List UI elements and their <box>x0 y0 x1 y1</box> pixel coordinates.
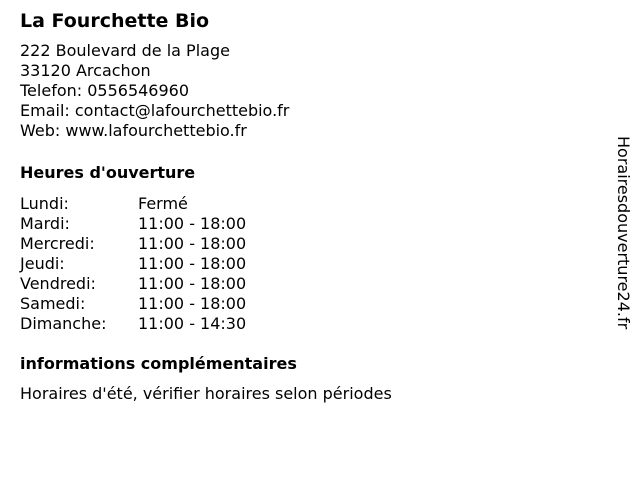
time-value: 11:00 - 18:00 <box>138 274 247 293</box>
additional-info-text: Horaires d'été, vérifier horaires selon périodes <box>20 384 392 403</box>
email-address: Email: contact@lafourchettebio.fr <box>20 101 290 120</box>
time-value: 11:00 - 18:00 <box>138 294 247 313</box>
hours-row-vendredi <box>20 274 600 294</box>
hours-row-jeudi <box>20 254 600 274</box>
opening-hours-table <box>20 194 600 334</box>
city-postcode: 33120 Arcachon <box>20 61 151 80</box>
hours-row-dimanche <box>20 314 600 334</box>
hours-row-mardi <box>20 214 600 234</box>
time-value: 11:00 - 14:30 <box>138 314 247 333</box>
business-name: La Fourchette Bio <box>20 10 210 32</box>
opening-hours-title: Heures d'ouverture <box>20 163 196 182</box>
hours-row-samedi <box>20 294 600 314</box>
contact-block <box>20 41 600 141</box>
business-card <box>20 9 600 404</box>
day-label: Mercredi: <box>20 234 95 253</box>
time-value: 11:00 - 18:00 <box>138 214 247 233</box>
time-value: 11:00 - 18:00 <box>138 234 247 253</box>
day-label: Mardi: <box>20 214 70 233</box>
day-label: Vendredi: <box>20 274 96 293</box>
day-label: Samedi: <box>20 294 86 313</box>
hours-row-lundi <box>20 194 600 214</box>
phone-number: Telefon: 0556546960 <box>20 81 190 100</box>
street-address: 222 Boulevard de la Plage <box>20 41 230 60</box>
day-label: Jeudi: <box>20 254 65 273</box>
hours-row-mercredi <box>20 234 600 254</box>
day-label: Lundi: <box>20 194 69 213</box>
day-label: Dimanche: <box>20 314 107 333</box>
time-value: Fermé <box>138 194 188 213</box>
time-value: 11:00 - 18:00 <box>138 254 247 273</box>
additional-info-title: informations complémentaires <box>20 354 297 373</box>
website: Web: www.lafourchettebio.fr <box>20 121 247 140</box>
watermark-text: Horairesdouverture24.fr <box>614 136 633 330</box>
